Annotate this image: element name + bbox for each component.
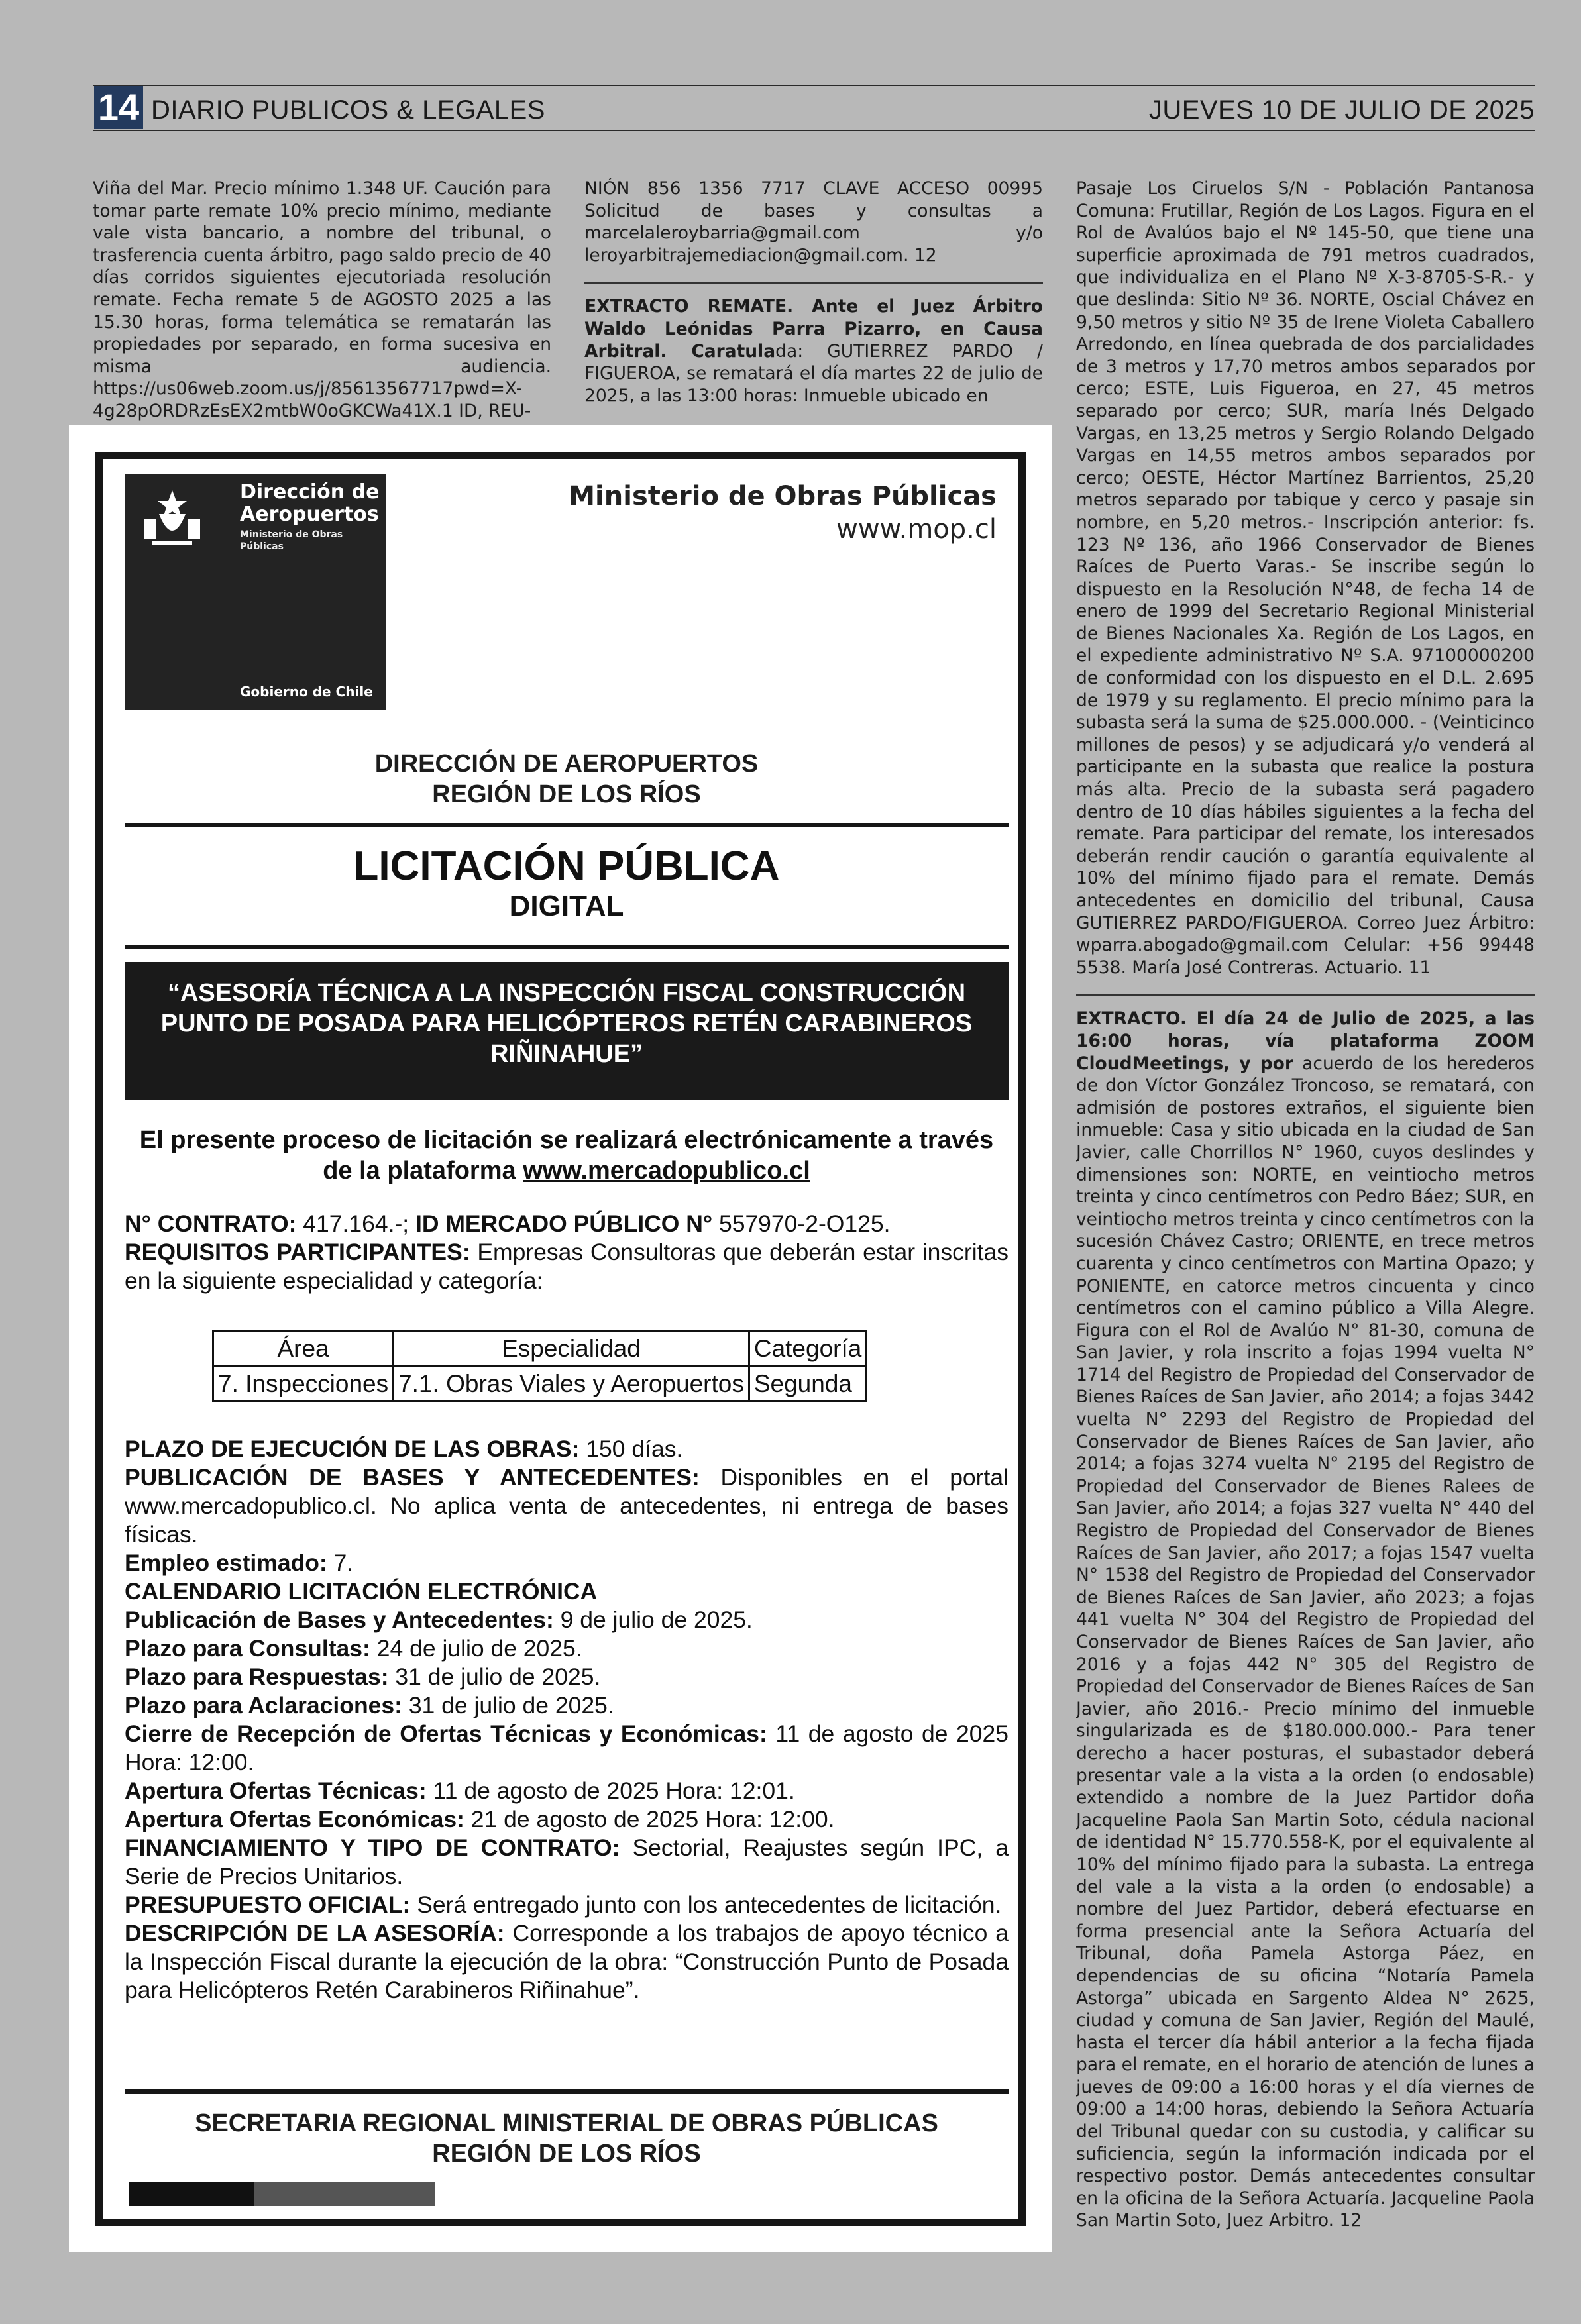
logo-subtitle	[240, 529, 372, 553]
legal-notice-text: Pasaje Los Ciruelos S/N - Población Pantanosa Comuna: Frutillar, Región de Los Lagos. Figura en el Rol de Avalúos bajo el Nº 145-50, que tiene una superficie aproximada de 791 metros cuadrados, que individualiza en el Plano Nº X-3-8705-S-R.- y que deslinda: Sitio Nº 36. NORTE, Oscial Chávez en 9,50 metros y sitio Nº 35 de Irene Violeta Caballero Arredondo, en línea quebrada de dos parcialidades de 3 metros y 17,70 metros ambos separados por cerco; ESTE, Luis Figueroa, en 27, 45 metros separado por cerco; SUR, maría Inés Delgado Vargas, en 13,25 metros y Sergio Rolando Delgado Vargas en 14,55 metros ambos separados por cerco; OESTE, Héctor Martínez Barrientos, 25,20 metros separado por tabique y cerco y pasaje sin nombre, en 5,20 metros.- Inscripción anterior: fs. 123 Nº 136, año 1966 Conservador de Bienes Raíces de Puerto Varas.- Se inscribe según lo dispuesto en la Resolución N°48, de fecha 14 de enero de 1999 del Secretario Regional Ministerial de Bienes Nacionales Xa. Región de Los Lagos, en el expediente administrativo Nº S.A. 97100000200 de conformidad con los dispuesto en el D.L. 2.695 de 1979 y su reglamento. El precio mínimo para la subasta será la suma de $25.000.000. - (Veinticinco millones de pesos) y se adjudicará y/o venderá al participante en la subasta que realice la postura más alta. Precio de la subasta será pagadero dentro de 10 días hábiles siguientes a la fecha del remate. Para participar del remate, los interesados deberán rendir caución o garantía equivalente al 10% del mínimo fijado para el remate. Demás antecedentes en domicilio del tribunal, Causa GUTIERREZ PARDO/FIGUEROA. Correo Juez Árbitro: wparra.abogado@gmail.com Celular: +56 99448 5538. María José Contreras. Actuario. 11	[1076, 178, 1535, 978]
intro-text-body: El presente proceso de licitación se realizará electrónicamente a través de la plataforma	[139, 1126, 994, 1185]
calendar-item-value: 31 de julio de 2025.	[402, 1692, 614, 1718]
ministry-website: www.mop.cl	[836, 514, 997, 545]
plazo-line	[125, 1435, 1009, 1463]
department-heading	[125, 749, 1009, 810]
direccion-aeropuertos-logo	[125, 474, 386, 710]
empleo-line	[125, 1549, 1009, 1577]
calendar-item-value: 31 de julio de 2025.	[388, 1664, 601, 1690]
contract-label: N° CONTRATO:	[125, 1210, 297, 1237]
calendar-item-label: Apertura Ofertas Económicas:	[125, 1806, 464, 1832]
tender-details	[125, 1435, 1009, 2005]
contract-value: 417.164.-;	[296, 1210, 415, 1237]
contract-line	[125, 1210, 1009, 1238]
notice-divider	[1076, 994, 1535, 996]
department-line-2: REGIÓN DE LOS RÍOS	[432, 780, 701, 808]
calendar-item-label: Cierre de Recepción de Ofertas Técnicas y Económicas:	[125, 1720, 767, 1747]
legal-notice-text: Viña del Mar. Precio mínimo 1.348 UF. Caución para tomar parte remate 10% precio mínimo, mediante vale vista bancario, a nombre del tribunal, o trasferencia cuenta árbitro, pago saldo precio de 40 días corridos siguientes ejecutoriada resolución remate. Fecha remate 5 de AGOSTO 2025 a las 15.30 horas, forma telemática se rematarán las propiedades por separado, en forma sucesiva en misma audiencia. https://us06web.zoom.us/j/85613567717pwd=X-4g28pORDRzEsEX2mtbW0oGKCWa41X.1 ID, REU-	[93, 178, 551, 421]
plazo-value: 150 días.	[579, 1436, 683, 1462]
logo-line-1: Dirección de	[240, 480, 380, 503]
table-header-cell: Área	[213, 1332, 394, 1367]
calendar-item	[125, 1606, 1009, 1634]
table-row	[213, 1367, 867, 1402]
project-title-box: “ASESORÍA TÉCNICA A LA INSPECCIÓN FISCAL CONSTRUCCIÓN PUNTO DE POSADA PARA HELICÓPTEROS RETÉN CARABINEROS RIÑINAHUE”	[125, 962, 1009, 1100]
requirements-line	[125, 1238, 1009, 1295]
intro-text	[125, 1125, 1009, 1186]
calendario-heading	[125, 1577, 1009, 1606]
mercadopublico-link[interactable]: www.mercadopublico.cl	[523, 1157, 810, 1185]
ad-rule	[125, 945, 1009, 949]
footer-flag-bar-dark	[129, 2182, 254, 2206]
footer-line-1: SECRETARIA REGIONAL MINISTERIAL DE OBRAS PÚBLICAS	[195, 2109, 938, 2137]
calendar-item	[125, 1634, 1009, 1663]
table-cell: 7.1. Obras Viales y Aeropuertos	[394, 1367, 749, 1402]
table-header-row	[213, 1332, 867, 1367]
calendar-item	[125, 1777, 1009, 1805]
logo-sub-1: Ministerio de Obras	[240, 529, 343, 540]
publicacion-label: PUBLICACIÓN DE BASES Y ANTECEDENTES:	[125, 1464, 700, 1491]
calendar-item	[125, 1663, 1009, 1691]
licitacion-advertisement	[69, 425, 1052, 2252]
header-bottom-rule	[93, 130, 1535, 131]
presupuesto-line	[125, 1891, 1009, 1919]
table-header-cell: Especialidad	[394, 1332, 749, 1367]
footer-line-2: REGIÓN DE LOS RÍOS	[432, 2140, 701, 2168]
logo-government: Gobierno de Chile	[240, 684, 373, 700]
contract-info	[125, 1210, 1009, 1295]
calendar-item	[125, 1805, 1009, 1834]
calendar-item-label: Plazo para Aclaraciones:	[125, 1692, 402, 1718]
legal-notice-text: NIÓN 856 1356 7717 CLAVE ACCESO 00995 Solicitud de bases y consultas a marcelaleroybarria@gmail.com y/o leroyarbitrajemediacion@gmail.com. 12	[584, 178, 1043, 266]
logo-sub-2: Públicas	[240, 541, 284, 552]
column-1	[93, 178, 551, 439]
requirements-label: REQUISITOS PARTICIPANTES:	[125, 1239, 470, 1265]
empleo-value: 7.	[327, 1550, 354, 1576]
calendar-item-value: 11 de agosto de 2025 Hora: 12:01.	[426, 1777, 795, 1804]
calendar-item-label: Apertura Ofertas Técnicas:	[125, 1777, 427, 1804]
calendar-item-value: 11 de agosto de 2025 Hora: 12:00.	[125, 1720, 1009, 1775]
header-top-rule	[93, 85, 1535, 86]
presupuesto-label: PRESUPUESTO OFICIAL:	[125, 1891, 411, 1918]
page-number: 14	[94, 86, 143, 129]
requirements-table	[212, 1330, 867, 1402]
empleo-label: Empleo estimado:	[125, 1550, 327, 1576]
calendar-item-value: 9 de julio de 2025.	[553, 1607, 753, 1633]
mercado-publico-value: 557970-2-O125.	[712, 1210, 891, 1237]
financiamiento-line	[125, 1834, 1009, 1891]
legal-notice-extracto	[1076, 1008, 1535, 2232]
descripcion-value: Corresponde a los trabajos de apoyo técnico a la Inspección Fiscal durante la ejecución de la obra: “Construcción Punto de Posada para Helicópteros Retén Carabineros Riñinahue”.	[125, 1920, 1009, 2003]
table-cell: Segunda	[749, 1367, 867, 1402]
plazo-label: PLAZO DE EJECUCIÓN DE LAS OBRAS:	[125, 1436, 580, 1462]
calendar-item-label: Plazo para Respuestas:	[125, 1664, 389, 1690]
descripcion-label: DESCRIPCIÓN DE LA ASESORÍA:	[125, 1920, 505, 1946]
notice-divider	[584, 282, 1043, 284]
newspaper-name: DIARIO PUBLICOS & LEGALES	[151, 95, 545, 125]
legal-notice-extracto-remate	[584, 295, 1043, 407]
notice-heading: EXTRACTO. El día 24 de Julio de 2025, a las 16:00 horas, vía plataforma ZOOM CloudMeetings, y por	[1076, 1008, 1535, 1074]
requirements-value: Empresas Consultoras que deberán estar inscritas en la siguiente especialidad y categoría:	[125, 1239, 1009, 1294]
logo-title	[240, 481, 379, 526]
column-3	[1076, 178, 1535, 2311]
ad-footer	[125, 2108, 1009, 2169]
calendar-item-label: Publicación de Bases y Antecedentes:	[125, 1607, 554, 1633]
department-line-1: DIRECCIÓN DE AEROPUERTOS	[374, 750, 759, 778]
column-2	[584, 178, 1043, 423]
calendar-item-value: 24 de julio de 2025.	[370, 1635, 582, 1662]
publicacion-value: Disponibles en el portal www.mercadopublico.cl. No aplica venta de antecedentes, ni entrega de bases físicas.	[125, 1464, 1009, 1548]
notice-heading: EXTRACTO REMATE. Ante el Juez Árbitro Waldo Leónidas Parra Pizarro, en Causa Arbitral. Caratula	[584, 296, 1043, 362]
calendar-item	[125, 1691, 1009, 1720]
table-cell: 7. Inspecciones	[213, 1367, 394, 1402]
mercado-publico-label: ID MERCADO PÚBLICO N°	[415, 1210, 713, 1237]
ministry-name: Ministerio de Obras Públicas	[569, 481, 997, 511]
calendar-item	[125, 1720, 1009, 1777]
calendario-label: CALENDARIO LICITACIÓN ELECTRÓNICA	[125, 1578, 598, 1605]
logo-line-2: Aeropuertos	[240, 503, 379, 526]
financiamiento-label: FINANCIAMIENTO Y TIPO DE CONTRATO:	[125, 1834, 620, 1861]
publicacion-line	[125, 1463, 1009, 1549]
issue-date: JUEVES 10 DE JULIO DE 2025	[1148, 95, 1535, 125]
chile-coat-of-arms-icon	[139, 488, 205, 547]
ad-rule	[125, 823, 1009, 827]
ad-subtitle: DIGITAL	[509, 890, 624, 922]
table-header-cell: Categoría	[749, 1332, 867, 1367]
ad-rule	[125, 2089, 1009, 2094]
calendar-item-value: 21 de agosto de 2025 Hora: 12:00.	[464, 1806, 835, 1832]
financiamiento-value: Sectorial, Reajustes según IPC, a Serie de Precios Unitarios.	[125, 1834, 1009, 1889]
footer-flag-bar-grey	[254, 2182, 435, 2206]
ad-title: LICITACIÓN PÚBLICA	[353, 843, 780, 889]
descripcion-line	[125, 1919, 1009, 2005]
notice-body: acuerdo de los herederos de don Víctor González Troncoso, se rematará, con admisión de postores extraños, el siguiente bien inmueble: Casa y sitio ubicada en la ciudad de San Javier, calle Chorrillos N° 1960, cuyos deslindes y dimensiones son: NORTE, en veintiocho metros treinta y cinco centímetros con Pedro Báez; SUR, en veintiocho metros treinta y cinco centímetros con la sucesión Chávez Castro; ORIENTE, en trece metros cuarenta y cinco centímetros con Martina Opazo; y PONIENTE, en catorce metros cincuenta y cinco centímetros con el camino público a Villa Alegre. Figura con el Rol de Avalúo N° 81-30, comuna de San Javier, y rola inscrito a fojas 1994 vuelta N° 1714 del Registro de Propiedad del Conservador de Bienes Raíces de San Javier, año 2014; a fojas 3442 vuelta N° 2293 del Registro de Propiedad del Conservador de Bienes Raíces de San Javier, año 2014; a fojas 3274 vuelta N° 2195 del Registro de Propiedad del Conservador de Bienes Ralees de San Javier, año 2014; a fojas 327 vuelta N° 440 del Registro de Propiedad del Conservador de Bienes Raíces de San Javier, año 2017; a fojas 1547 vuelta N° 1538 del Registro de Propiedad del Conservador de Bienes Raíces de San Javier, año 2023; a fojas 441 vuelta N° 304 del Registro de Propiedad del Conservador de Bienes Raíces de San Javier, año 2016 y a fojas 442 N° 305 del Registro de Propiedad del Conservador de Bienes Raíces de San Javier, año 2016.- Precio mínimo del inmueble singularizada es de $180.000.000.- Para tener derecho a hacer posturas, el subastador deberá presentar vale a la vista a la orden (o endosable) extendido a nombre de la Juez Partidor doña Jacqueline Paola San Martin Soto, cédula nacional de identidad N° 15.770.558-K, por el equivalente al 10% del mínimo fijado para la subasta. La entrega del vale a la vista a la orden (o endosable) a nombre del Juez Partidor, deberá efectuarse en forma presencial ante la Señora Actuaría del Tribunal, doña Pamela Astorga Páez, en dependencias de su oficina “Notaría Pamela Astorga” ubicada en Sargento Aldea N° 2625, ciudad y comuna de San Javier, Región del Maulé, hasta el tercer día hábil anterior a la fecha fijada para el remate, en el horario de atención de lunes a jueves de 09:00 a 16:00 horas y el día viernes de 09:00 a 14:00 horas, debiendo la Señora Actuaría del Tribunal quedar con su custodia, y calificar su suficiencia, según la información indicada por el respectivo postor. Demás antecedentes consultar en la oficina de la Señora Actuaría. Jacqueline Paola San Martin Soto, Juez Arbitro. 12	[1076, 1053, 1535, 2231]
calendar-item-label: Plazo para Consultas:	[125, 1635, 370, 1662]
presupuesto-value: Será entregado junto con los antecedentes de licitación.	[410, 1891, 1002, 1918]
notice-body: da: GUTIERREZ PARDO / FIGUEROA, se rematará el día martes 22 de julio de 2025, a las 13:00 horas: Inmueble ubicado en	[584, 341, 1043, 406]
